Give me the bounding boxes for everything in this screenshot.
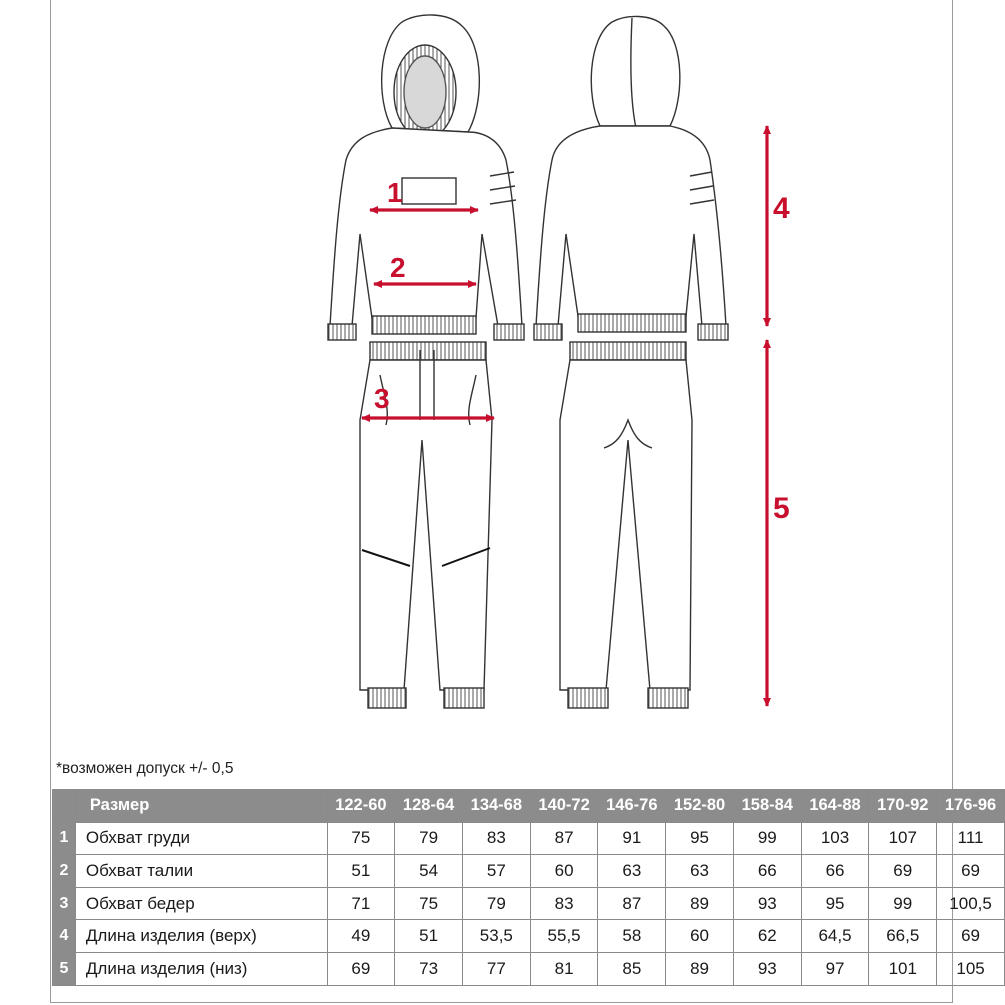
tolerance-note: *возможен допуск +/- 0,5 <box>56 760 234 777</box>
measurement-value: 100,5 <box>937 887 1005 920</box>
measurement-value: 79 <box>395 822 463 855</box>
measurement-value: 53,5 <box>462 920 530 953</box>
measurement-value: 93 <box>733 887 801 920</box>
measurement-value: 75 <box>395 887 463 920</box>
measurement-value: 57 <box>462 855 530 888</box>
measurement-value: 66 <box>801 855 869 888</box>
size-column-header: 140-72 <box>530 790 598 823</box>
marker-2-label: 2 <box>390 252 406 283</box>
measurement-value: 55,5 <box>530 920 598 953</box>
measurement-value: 66,5 <box>869 920 937 953</box>
measurement-value: 75 <box>327 822 395 855</box>
measurement-value: 63 <box>598 855 666 888</box>
size-header-row <box>53 790 1005 823</box>
measurement-value: 69 <box>937 855 1005 888</box>
measurement-value: 83 <box>462 822 530 855</box>
measurement-value: 111 <box>937 822 1005 855</box>
measurement-value: 58 <box>598 920 666 953</box>
measurement-value: 60 <box>666 920 734 953</box>
row-number: 3 <box>53 887 76 920</box>
hoodie-back <box>534 16 728 340</box>
measurement-value: 99 <box>869 887 937 920</box>
size-column-header: 146-76 <box>598 790 666 823</box>
measurement-value: 71 <box>327 887 395 920</box>
table-row <box>53 822 1005 855</box>
measurement-value: 69 <box>327 952 395 985</box>
measurement-value: 83 <box>530 887 598 920</box>
measurement-value: 99 <box>733 822 801 855</box>
marker-3-label: 3 <box>374 383 390 414</box>
size-column-header: 158-84 <box>733 790 801 823</box>
measurement-value: 62 <box>733 920 801 953</box>
measurement-value: 101 <box>869 952 937 985</box>
measurement-value: 73 <box>395 952 463 985</box>
table-row <box>53 887 1005 920</box>
measurement-value: 93 <box>733 952 801 985</box>
size-column-header: 176-96 <box>937 790 1005 823</box>
measurement-value: 89 <box>666 887 734 920</box>
marker-5-label: 5 <box>773 492 790 525</box>
header-size-label: Размер <box>75 790 327 823</box>
measurement-value: 87 <box>598 887 666 920</box>
row-number: 4 <box>53 920 76 953</box>
measurement-value: 60 <box>530 855 598 888</box>
measurement-value: 87 <box>530 822 598 855</box>
measurement-value: 51 <box>327 855 395 888</box>
measurement-value: 66 <box>733 855 801 888</box>
size-column-header: 164-88 <box>801 790 869 823</box>
size-column-header: 134-68 <box>462 790 530 823</box>
measurement-value: 97 <box>801 952 869 985</box>
row-number: 2 <box>53 855 76 888</box>
measurement-value: 63 <box>666 855 734 888</box>
row-number: 5 <box>53 952 76 985</box>
measurement-value: 77 <box>462 952 530 985</box>
measurement-value: 103 <box>801 822 869 855</box>
table-row <box>53 855 1005 888</box>
measurement-label: Длина изделия (низ) <box>75 952 327 985</box>
measurement-value: 107 <box>869 822 937 855</box>
measurement-value: 51 <box>395 920 463 953</box>
measurement-value: 85 <box>598 952 666 985</box>
measurement-value: 69 <box>869 855 937 888</box>
measurement-value: 64,5 <box>801 920 869 953</box>
table-row <box>53 920 1005 953</box>
size-column-header: 128-64 <box>395 790 463 823</box>
row-number: 1 <box>53 822 76 855</box>
size-column-header: 170-92 <box>869 790 937 823</box>
hoodie-front <box>328 15 524 340</box>
measurement-value: 91 <box>598 822 666 855</box>
measurement-value: 95 <box>666 822 734 855</box>
measurement-value: 105 <box>937 952 1005 985</box>
measurement-value: 95 <box>801 887 869 920</box>
table-row <box>53 952 1005 985</box>
measurement-value: 79 <box>462 887 530 920</box>
measurement-label: Обхват бедер <box>75 887 327 920</box>
measurement-value: 49 <box>327 920 395 953</box>
measurement-label: Обхват талии <box>75 855 327 888</box>
size-column-header: 152-80 <box>666 790 734 823</box>
measurement-value: 81 <box>530 952 598 985</box>
measurement-label: Обхват груди <box>75 822 327 855</box>
size-column-header: 122-60 <box>327 790 395 823</box>
marker-1-label: 1 <box>387 177 403 208</box>
marker-4-label: 4 <box>773 192 790 225</box>
pants-back <box>560 342 692 708</box>
measurement-value: 54 <box>395 855 463 888</box>
size-table <box>52 789 1005 986</box>
measurement-label: Длина изделия (верх) <box>75 920 327 953</box>
header-index-cell <box>53 790 76 823</box>
measurement-value: 89 <box>666 952 734 985</box>
measurement-value: 69 <box>937 920 1005 953</box>
